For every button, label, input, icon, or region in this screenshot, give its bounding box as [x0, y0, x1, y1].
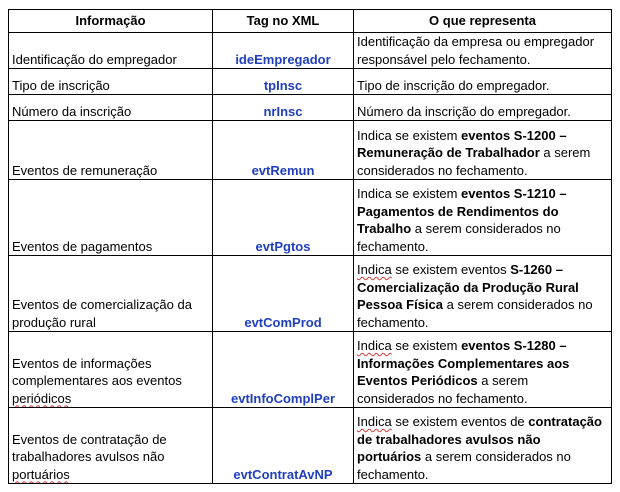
desc-bold: eventos S-1200 – Remuneração de Trabalhador [357, 127, 567, 160]
info-line: Eventos de comercialização da [12, 297, 192, 312]
tag-cell: evtComProd [213, 256, 354, 332]
desc-text: a serem considerados no fechamento. [357, 145, 591, 178]
desc-text: Indica se existem [357, 127, 462, 143]
table-row [9, 256, 612, 332]
info-line: Eventos de informações [12, 355, 152, 371]
table-row [9, 33, 612, 69]
info-line: trabalhadores avulsos não [12, 449, 165, 464]
desc-spellcheck-word: Indica [357, 338, 392, 353]
info-cell [9, 256, 213, 332]
info-line: periódicos [12, 390, 72, 406]
tag-cell: evtRemun [213, 121, 354, 180]
desc-text: se existem eventos de [391, 414, 529, 429]
desc-text: se existem [391, 338, 462, 353]
table-row [9, 95, 612, 121]
desc-cell [354, 408, 612, 484]
info-cell: Eventos de remuneração [9, 121, 213, 180]
desc-text: a serem considerados no fechamento. [357, 221, 561, 254]
desc-bold: eventos S-1210 – Pagamentos de Rendimentos do Trabalho [357, 186, 567, 236]
desc-cell [354, 256, 612, 332]
tag-cell: nrInsc [213, 95, 354, 121]
header-o-que-representa: O que representa [354, 10, 612, 33]
tag-cell: evtPgtos [213, 180, 354, 256]
desc-bold: S-1260 – Comercialização da Produção Rural Pessoa Física [357, 262, 579, 312]
desc-cell: Identificação da empresa ou empregador responsável pelo fechamento. [354, 33, 612, 69]
desc-cell: Tipo de inscrição do empregador. [354, 69, 612, 95]
info-cell [9, 332, 213, 408]
tag-cell: evtContratAvNP [213, 408, 354, 484]
desc-bold: eventos S-1280 – Informações Complementares aos Eventos Periódicos [357, 338, 570, 388]
desc-cell: Número da inscrição do empregador. [354, 95, 612, 121]
table-row [9, 332, 612, 408]
table-row [9, 121, 612, 180]
desc-cell [354, 332, 612, 408]
desc-text: a serem considerados no fechamento. [357, 449, 571, 482]
tag-cell: ideEmpregador [213, 33, 354, 69]
header-row [9, 10, 612, 33]
header-tag-xml: Tag no XML [213, 10, 354, 33]
info-cell: Tipo de inscrição [9, 69, 213, 95]
info-cell [9, 408, 213, 484]
info-cell: Número da inscrição [9, 95, 213, 121]
desc-cell [354, 121, 612, 180]
info-line: portuários [12, 466, 70, 482]
info-cell: Eventos de pagamentos [9, 180, 213, 256]
desc-spellcheck-word: Indica [357, 262, 392, 277]
info-line: Eventos de contratação de [12, 431, 167, 447]
tag-cell: evtInfoComplPer [213, 332, 354, 408]
desc-text: a serem considerados no fechamento. [357, 373, 529, 406]
info-line: complementares aos eventos [12, 373, 182, 388]
desc-spellcheck-word: Indica [357, 414, 392, 429]
table-row [9, 180, 612, 256]
desc-text: se existem eventos [391, 262, 511, 277]
desc-text: Indica se existem [357, 186, 462, 201]
info-line: produção rural [12, 314, 96, 330]
fields-table [8, 9, 612, 484]
desc-text: a serem considerados no fechamento. [357, 297, 593, 330]
tag-cell: tpInsc [213, 69, 354, 95]
table-row [9, 69, 612, 95]
desc-bold: contratação de trabalhadores avulsos não portuários [357, 414, 602, 464]
header-informacao: Informação [9, 10, 213, 33]
desc-cell [354, 180, 612, 256]
info-cell: Identificação do empregador [9, 33, 213, 69]
table-row [9, 408, 612, 484]
